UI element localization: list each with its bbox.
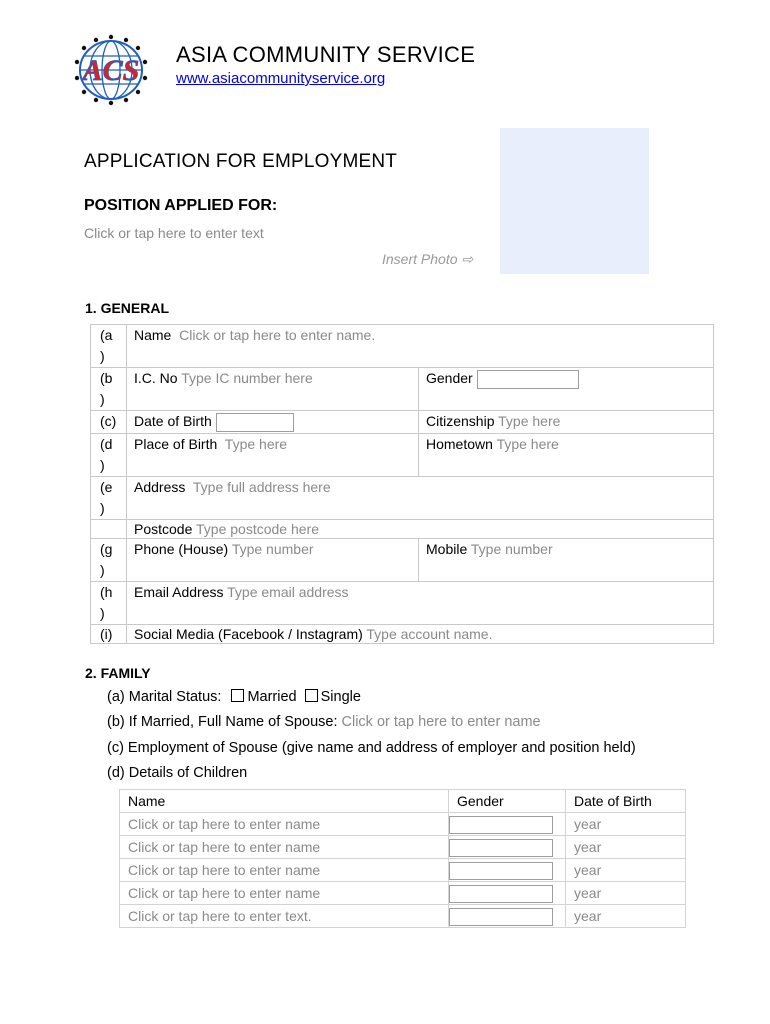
married-checkbox[interactable] (231, 689, 244, 702)
name-label: Name (134, 327, 172, 343)
gender-input[interactable] (477, 370, 579, 389)
citizenship-label: Citizenship (426, 413, 495, 429)
mobile-label: Mobile (426, 541, 468, 557)
email-label: Email Address (134, 584, 224, 600)
insert-photo-label: Insert Photo ⇨ (382, 251, 474, 267)
child-gender-input[interactable] (449, 839, 553, 857)
marital-status-line (107, 689, 361, 705)
table-row: (c) Date of Birth Citizenship Type here (91, 411, 714, 434)
column-header-gender: Gender (449, 790, 566, 813)
table-row: (d ) Place of Birth Type here Hometown Type here (91, 434, 714, 477)
gender-label: Gender (426, 370, 473, 386)
table-header-row (120, 790, 686, 813)
single-label: Single (320, 689, 361, 705)
child-gender-input[interactable] (449, 862, 553, 880)
child-dob-input[interactable]: year (566, 882, 686, 905)
spouse-name-label: (b) If Married, Full Name of Spouse: (107, 714, 338, 730)
hometown-input[interactable]: Type here (496, 436, 559, 452)
table-row (91, 520, 714, 539)
organization-website-link[interactable]: www.asiacommunityservice.org (176, 70, 386, 87)
citizenship-input[interactable]: Type here (498, 413, 561, 429)
phone-house-input[interactable]: Type number (231, 541, 314, 557)
table-row (120, 836, 686, 859)
position-heading: POSITION APPLIED FOR: (84, 197, 278, 214)
child-gender-input[interactable] (449, 816, 553, 834)
column-header-name: Name (120, 790, 449, 813)
dob-label: Date of Birth (134, 413, 212, 429)
table-row (120, 882, 686, 905)
dob-input[interactable] (216, 413, 294, 432)
photo-placeholder[interactable] (500, 128, 649, 274)
ic-input[interactable]: Type IC number here (181, 370, 313, 386)
address-label: Address (134, 479, 186, 495)
child-name-input[interactable]: Click or tap here to enter name (120, 882, 449, 905)
marital-status-label: (a) Marital Status: (107, 689, 222, 705)
table-row: (g ) Phone (House) Type number Mobile Type number (91, 539, 714, 582)
children-table (119, 789, 686, 928)
child-dob-input[interactable]: year (566, 836, 686, 859)
table-row: (b ) I.C. No Type IC number here Gender (91, 368, 714, 411)
social-media-label: Social Media (Facebook / Instagram) (134, 626, 363, 642)
document-title: APPLICATION FOR EMPLOYMENT (84, 151, 398, 172)
hometown-label: Hometown (426, 436, 493, 452)
social-media-input[interactable]: Type account name. (366, 626, 493, 642)
child-gender-input[interactable] (449, 908, 553, 926)
organization-name: ASIA COMMUNITY SERVICE (176, 42, 476, 67)
position-input[interactable]: Click or tap here to enter text (84, 225, 264, 241)
spouse-name-line (107, 714, 541, 730)
ic-label: I.C. No (134, 370, 178, 386)
svg-text:ACS: ACS (82, 54, 140, 87)
child-dob-input[interactable]: year (566, 859, 686, 882)
child-name-input[interactable]: Click or tap here to enter text. (120, 905, 449, 928)
table-row: (i) Social Media (Facebook / Instagram) Type account name. (91, 625, 714, 644)
table-row: (e ) Address Type full address here (91, 477, 714, 520)
child-name-input[interactable]: Click or tap here to enter name (120, 859, 449, 882)
place-of-birth-label: Place of Birth (134, 436, 218, 452)
table-row: (h ) Email Address Type email address (91, 582, 714, 625)
child-dob-input[interactable]: year (566, 905, 686, 928)
place-of-birth-input[interactable]: Type here (224, 436, 288, 452)
column-header-dob: Date of Birth (566, 790, 686, 813)
acs-logo (72, 32, 150, 106)
table-row (120, 905, 686, 928)
table-row (91, 325, 714, 368)
child-gender-input[interactable] (449, 885, 553, 903)
single-checkbox[interactable] (305, 689, 318, 702)
postcode-input[interactable]: Type postcode here (196, 521, 319, 537)
child-name-input[interactable]: Click or tap here to enter name (120, 813, 449, 836)
email-input[interactable]: Type email address (227, 584, 349, 600)
general-info-table (90, 324, 714, 644)
child-dob-input[interactable]: year (566, 813, 686, 836)
name-cell (127, 325, 714, 368)
table-row (120, 859, 686, 882)
address-input[interactable]: Type full address here (192, 479, 331, 495)
general-section-heading: 1. GENERAL (85, 300, 170, 316)
children-details-label: (d) Details of Children (107, 765, 248, 781)
family-section-heading: 2. FAMILY (85, 665, 151, 681)
table-row (120, 813, 686, 836)
phone-house-label: Phone (House) (134, 541, 229, 557)
postcode-label: Postcode (134, 521, 193, 537)
name-input[interactable]: Click or tap here to enter name. (179, 327, 376, 343)
child-name-input[interactable]: Click or tap here to enter name (120, 836, 449, 859)
spouse-name-input[interactable]: Click or tap here to enter name (341, 714, 541, 730)
row-label: (a ) (91, 325, 127, 368)
spouse-employment-label: (c) Employment of Spouse (give name and address of employer and position held) (107, 740, 636, 756)
mobile-input[interactable]: Type number (470, 541, 553, 557)
married-label: Married (247, 689, 297, 705)
